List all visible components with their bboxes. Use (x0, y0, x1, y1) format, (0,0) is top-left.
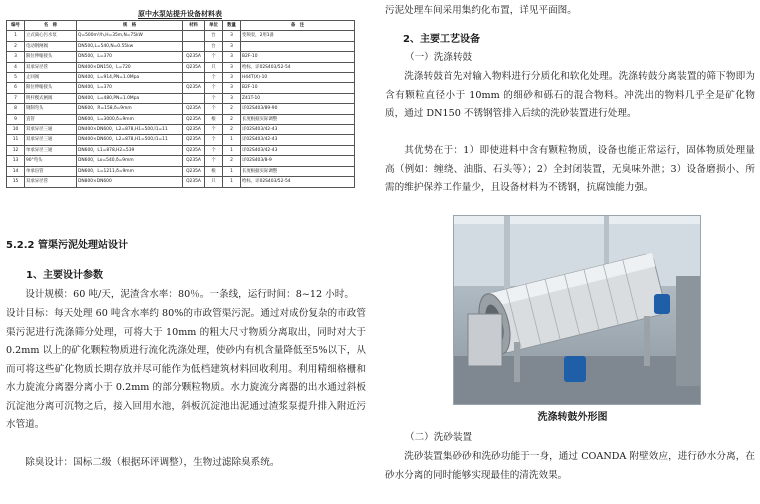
table-cell: 5 (7, 73, 25, 83)
table-cell: Z41T-10 (241, 93, 355, 103)
table-cell (183, 73, 205, 83)
table-row (7, 41, 355, 51)
table-cell: 给标，详02S403/52-54 (241, 62, 355, 72)
table-row (7, 166, 355, 176)
table-cell: 1 (223, 135, 241, 145)
table-cell: 只 (205, 177, 223, 187)
table-cell: 双承异径管 (25, 177, 77, 187)
table-cell: 个 (205, 135, 223, 145)
table-cell: 11 (7, 135, 25, 145)
table-cell: DN400×DN600，L2=878,H1=500,I1=11 (77, 125, 183, 135)
table-cell: 限位伸缩接头 (25, 52, 77, 62)
table-cell: 个 (205, 125, 223, 135)
table-row (7, 83, 355, 93)
paragraph-drum-function: 洗涤转鼓首先对输入物料进行分质化和软化处理。洗涤转鼓分离装置的筛下物即为含有颗粒直径小于 10mm 的细砂和砾石的混合物料。冲洗出的物料几乎全是矿化物质，通过 DN150 不锈钢管排入后续的洗砂装置进行处理。 (385, 71, 755, 119)
table-row (7, 156, 355, 166)
table-cell: DN600，Lo=540,δ=9mm (77, 156, 183, 166)
table-row (7, 125, 355, 135)
table-cell: DN400，L=480,PN=1.0Mpa (77, 93, 183, 103)
table-cell: 个 (205, 73, 223, 83)
table-cell: Q235A (183, 166, 205, 176)
table-cell: 3 (223, 62, 241, 72)
table-cell: 双承异径三通 (25, 125, 77, 135)
right-column (385, 0, 760, 504)
table-cell: 根 (205, 114, 223, 124)
table-row (7, 31, 355, 41)
table-row (7, 177, 355, 187)
table-cell: DN400，L=370 (77, 83, 183, 93)
table-cell: 只 (205, 62, 223, 72)
table-cell: 给标，详02S403/52-54 (241, 177, 355, 187)
table-cell: 个 (205, 145, 223, 155)
subsection-title-design-params: 1、主要设计参数 (26, 270, 103, 281)
table-cell: 立式离心污水泵 (25, 31, 77, 41)
table-cell: 直管 (25, 114, 77, 124)
table-cell: Q235A (183, 104, 205, 114)
table-cell: 1 (223, 166, 241, 176)
table-cell: 3 (223, 41, 241, 51)
table-cell: Q235A (183, 135, 205, 145)
table-cell: DN600，L1=878,H2=539 (77, 145, 183, 155)
table-body (7, 31, 355, 187)
table-cell: 个 (205, 93, 223, 103)
left-column (0, 0, 375, 504)
table-cell: 个 (205, 83, 223, 93)
table-header-cell: 材料 (183, 21, 205, 31)
table-cell: DN400×DN150，L=720 (77, 62, 183, 72)
table-cell: 双承异径三通 (25, 135, 77, 145)
table-cell: 电动钢闸阀 (25, 41, 77, 51)
table-row (7, 104, 355, 114)
table-cell: 3 (223, 93, 241, 103)
table-row (7, 114, 355, 124)
table-header-cell: 单位 (205, 21, 223, 31)
table-cell: 个 (205, 52, 223, 62)
table-cell: 12 (7, 145, 25, 155)
table-row (7, 93, 355, 103)
table-cell: 长度根据实际调整 (241, 114, 355, 124)
table-cell: Q235A (183, 156, 205, 166)
table-cell: 个 (205, 104, 223, 114)
table-header-cell: 备 注 (241, 21, 355, 31)
table-cell: 13 (7, 156, 25, 166)
table-cell: 3 (223, 73, 241, 83)
equipment-table (6, 20, 355, 188)
paragraph-drum-advantages: 其优势在于：1）即使进料中含有颗粒物质，设备也能正常运行，固体物质处理量高（例如：缠绕、油脂、石头等）；2）全封闭装置，无臭味外泄；3）设备磨损小、所需的维护保养工作量少，且设备材料为不锈钢，抗腐蚀能力强。 (385, 145, 755, 193)
paragraph-design-goal: 设计目标：每天处理 60 吨含水率约 80%的市政管渠污泥。通过对成份复杂的市政管渠污泥进行洗涤筛分处理，可将大于 10mm 的粗大尺寸物质分离取出，同时对大于 0.2mm 以上的矿化颗粒物质进行流化洗涤处理，使砂内有机含量降低至5%以下，从而可将这些矿化物质长期存放并尽可能作为低档建筑材料回收利用。利用精细格栅和水力旋流分离器分离小于 0.2mm 的部分颗粒物质。水力旋流分离器的出水通过斜板沉淀池分离可沉物之后，接入回用水池，斜板沉淀池出泥通过渣浆泵提升排入附近污水管道。 (6, 308, 366, 430)
table-cell: 台 (205, 31, 223, 41)
table-cell: 双承异径管 (25, 62, 77, 72)
table-cell: B2F-10 (241, 83, 355, 93)
table-cell: DN400，L=914,PN=1.0Mpa (77, 73, 183, 83)
table-cell (183, 93, 205, 103)
table-cell: 钢制弯头 (25, 104, 77, 114)
table-cell: 3 (223, 83, 241, 93)
table-cell (241, 41, 355, 51)
table-cell: 2 (223, 114, 241, 124)
table-cell: 限位伸缩接头 (25, 83, 77, 93)
table-header-cell: 规 格 (77, 21, 183, 31)
paragraph-sand-washer: 洗砂装置集砂砂和洗砂功能于一身，通过 COANDA 附壁效应，进行砂水分离，在砂水分离的同时能够实现最佳的清洗效果。 (385, 451, 755, 481)
table-cell: DN500,L=540,N=0.55kw (77, 41, 183, 51)
table-cell: 2 (223, 125, 241, 135)
table-cell: 止回阀 (25, 73, 77, 83)
table-cell: Q235A (183, 125, 205, 135)
table-cell: 9 (7, 114, 25, 124)
table-cell: Q235A (183, 145, 205, 155)
table-cell: 90°弯头 (25, 156, 77, 166)
washing-drum-photo (453, 215, 701, 405)
table-cell: 4 (7, 62, 25, 72)
table-cell: 1 (7, 31, 25, 41)
table-cell: DN600，L=1211,δ=9mm (77, 166, 183, 176)
table-row (7, 135, 355, 145)
table-cell: 6 (7, 83, 25, 93)
table-cell: 2 (223, 156, 241, 166)
table-cell: 3 (223, 52, 241, 62)
table-cell: Q235A (183, 62, 205, 72)
table-cell: 变频泵，2用1备 (241, 31, 355, 41)
table-cell: 根 (205, 166, 223, 176)
table-cell: 10 (7, 125, 25, 135)
table-header-cell: 数量 (223, 21, 241, 31)
table-header-cell: 名 称 (25, 21, 77, 31)
section-title: 5.2.2 管渠污泥处理站设计 (6, 240, 128, 251)
table-cell: DN600，L=3000,δ=9mm (77, 114, 183, 124)
table-cell: 长度根据实际调整 (241, 166, 355, 176)
table-cell: DN400×DN600，L2=878,H1=500,I1=11 (77, 135, 183, 145)
table-cell: 详02S403/8-9 (241, 156, 355, 166)
table-cell (183, 41, 205, 51)
table-cell: H44T(X)-10 (241, 73, 355, 83)
table-cell: 详02S403/42-43 (241, 135, 355, 145)
table-cell: 个 (205, 156, 223, 166)
table-cell: 单承盲管 (25, 166, 77, 176)
table-cell: Q235A (183, 52, 205, 62)
table-row (7, 52, 355, 62)
table-cell: Q235A (183, 114, 205, 124)
table-cell: 详02S403/89-90 (241, 104, 355, 114)
table-cell (183, 31, 205, 41)
paragraph-design-scale: 设计规模：60 吨/天，泥渣含水率：80％。一条线，运行时间：8~12 小时。 (25, 289, 354, 300)
sub-subsection-drum: （一）洗涤转鼓 (405, 52, 473, 63)
table-cell: 台 (205, 41, 223, 51)
table-cell: B2F-10 (241, 52, 355, 62)
table-cell: Q235A (183, 177, 205, 187)
table-cell: 3 (7, 52, 25, 62)
table-cell: 2 (223, 104, 241, 114)
table-cell: DN800×DN600 (77, 177, 183, 187)
sub-subsection-sand-washer: （二）洗砂装置 (405, 432, 473, 443)
table-cell: Q=500m³/h,H=35m,N=75kW (77, 31, 183, 41)
table-cell: 7 (7, 93, 25, 103)
equipment-table-figure (6, 8, 354, 222)
table-row (7, 73, 355, 83)
table-cell: 明杆楔式闸阀 (25, 93, 77, 103)
table-cell: 8 (7, 104, 25, 114)
table-cell: 15 (7, 177, 25, 187)
paragraph-deodor: 除臭设计：国标二级（根据环评调整），生物过滤除臭系统。 (25, 457, 280, 468)
table-cell: DN600，R=158,δ=9mm (77, 104, 183, 114)
table-cell: 1 (223, 177, 241, 187)
table-title: 原中水泵站提升设备材料表 (138, 9, 222, 18)
table-cell: 详02S403/42-43 (241, 145, 355, 155)
table-cell: DN500，L=370 (77, 52, 183, 62)
table-cell: 详02S403/42-43 (241, 125, 355, 135)
table-cell: Q235A (183, 83, 205, 93)
table-row (7, 62, 355, 72)
table-cell: 单承异径三通 (25, 145, 77, 155)
subsection-title-equipment: 2、主要工艺设备 (403, 34, 480, 45)
table-cell: 3 (223, 31, 241, 41)
table-header-cell: 编号 (7, 21, 25, 31)
table-header-row (7, 21, 355, 31)
table-cell: 14 (7, 166, 25, 176)
table-row (7, 145, 355, 155)
photo-caption: 洗涤转鼓外形图 (537, 412, 608, 423)
table-cell: 1 (223, 145, 241, 155)
table-cell: 2 (7, 41, 25, 51)
paragraph-layout: 污泥处理车间采用集约化布置，详见平面图。 (385, 5, 577, 16)
